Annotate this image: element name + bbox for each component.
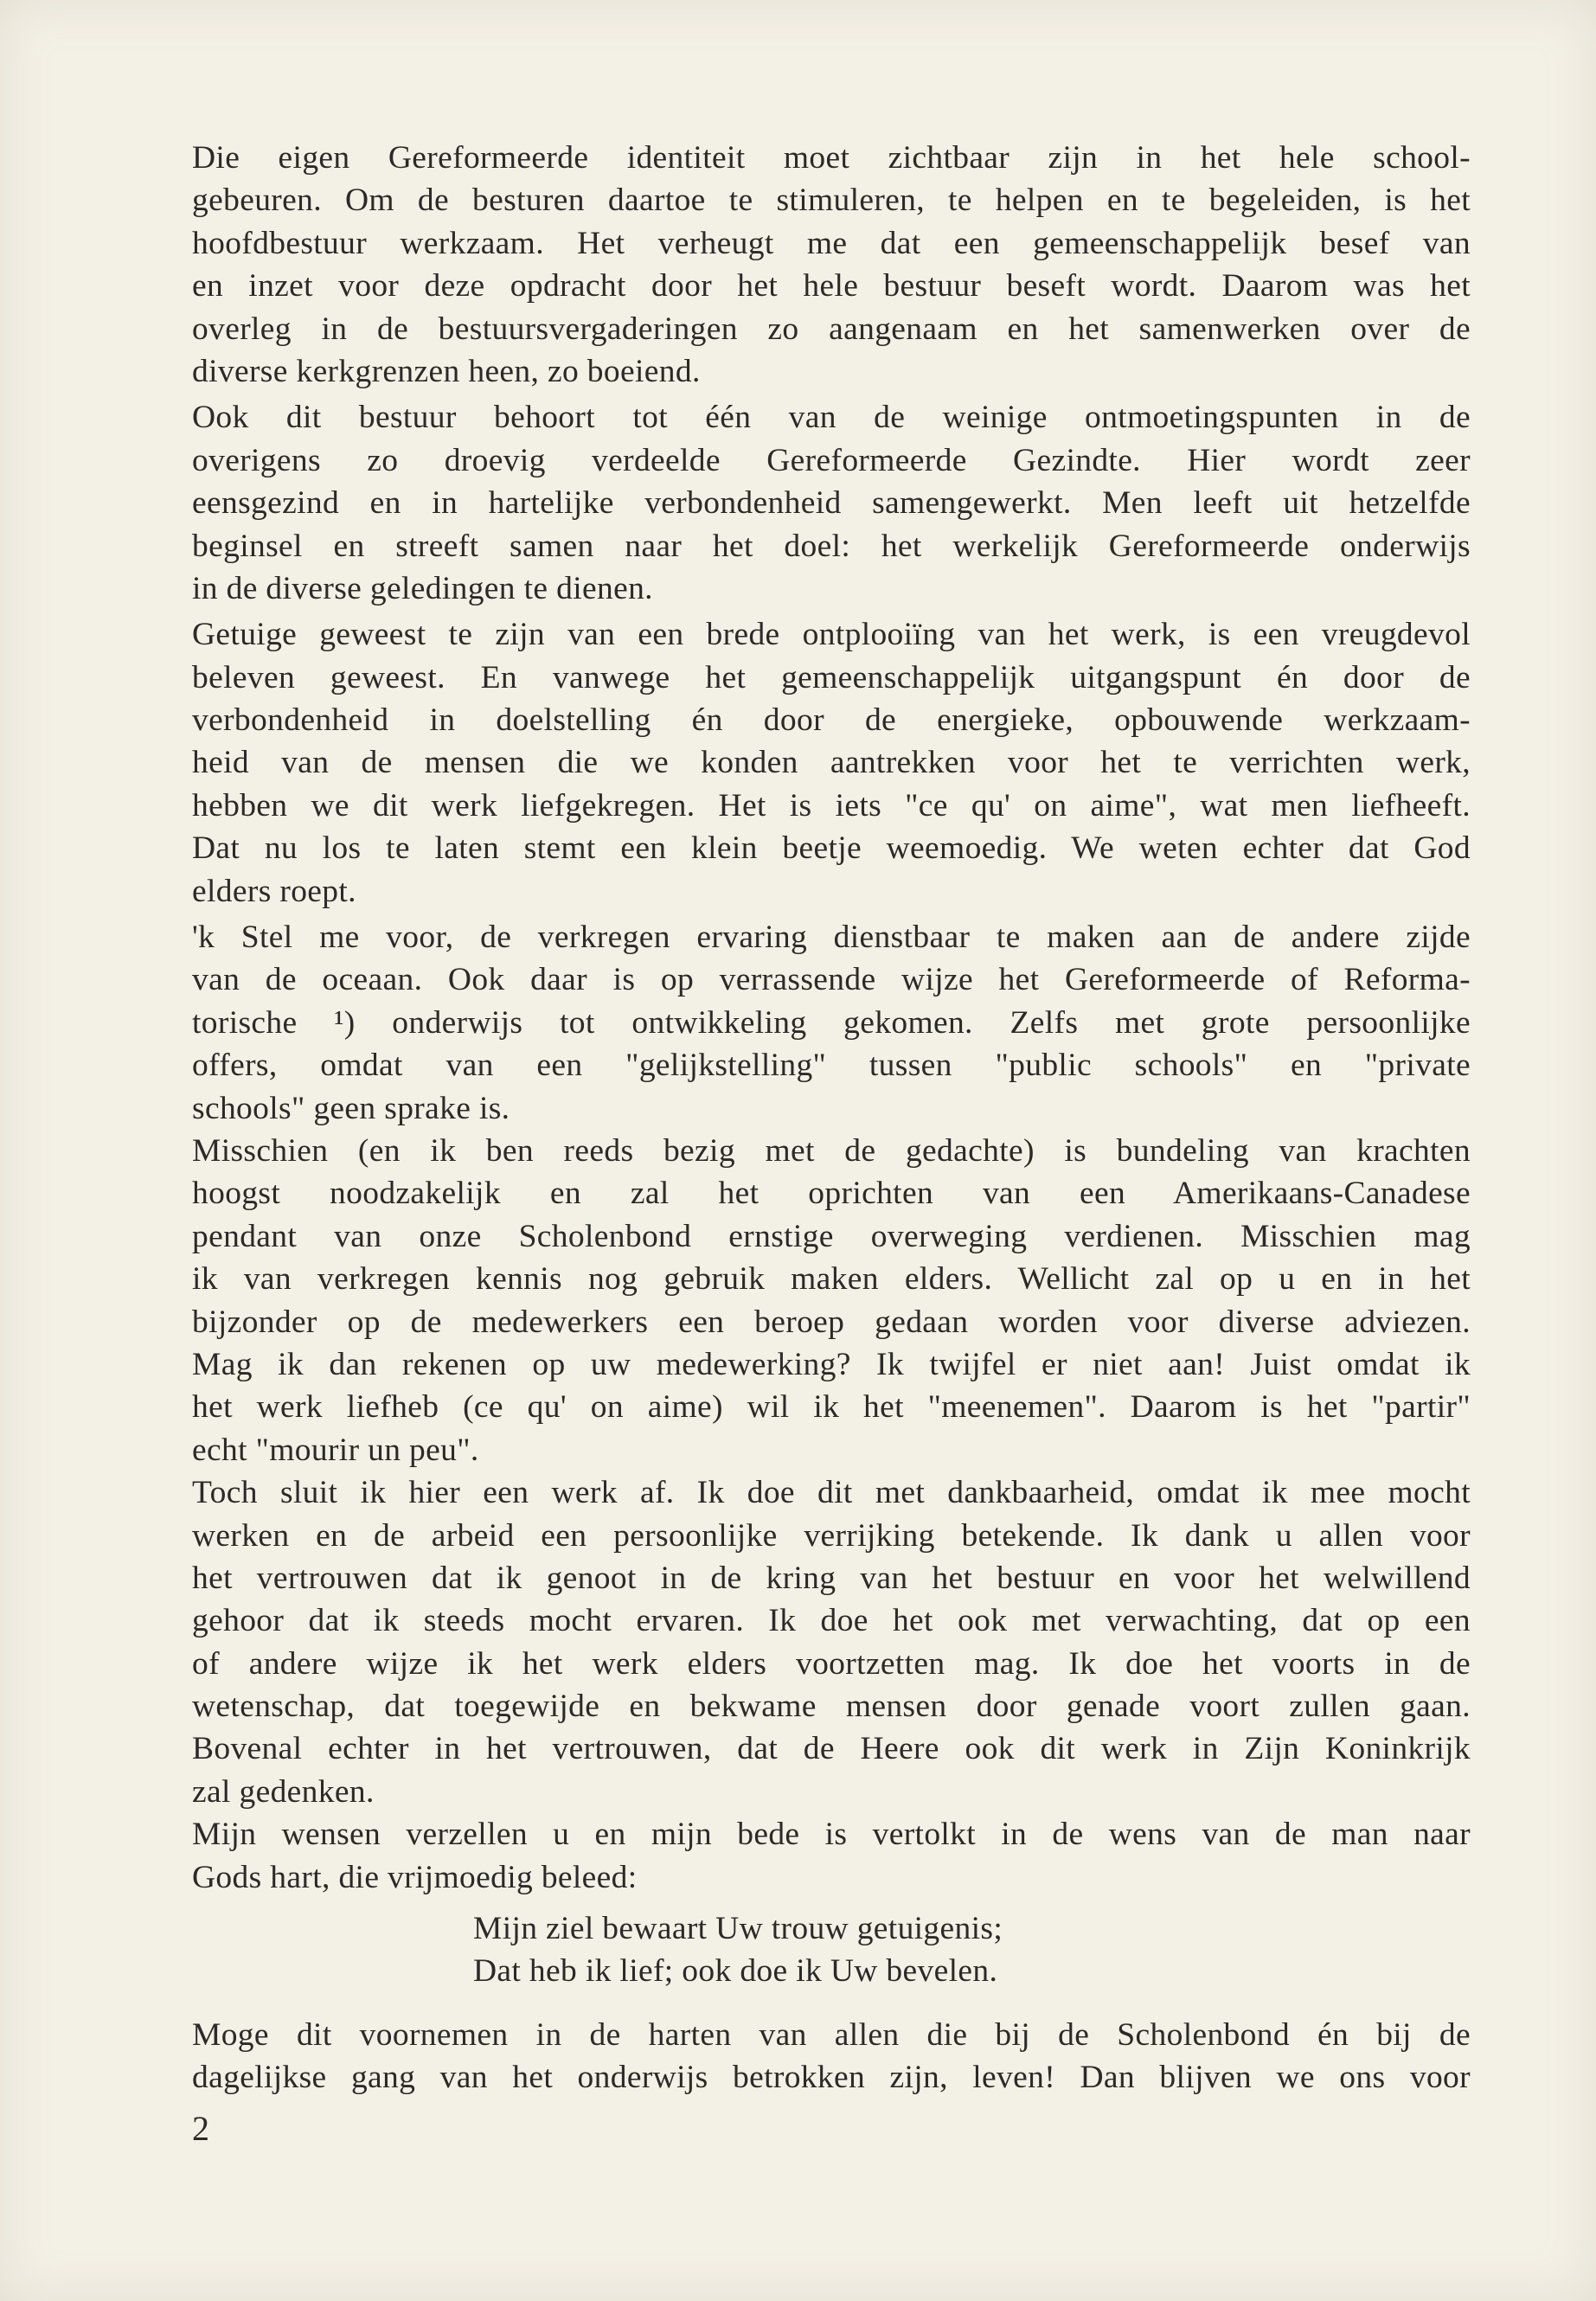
text-line: hoofdbestuur werkzaam. Het verheugt me dat een gemeenschappelijk besef van <box>192 225 1471 261</box>
text-line: Toch sluit ik hier een werk af. Ik doe dit met dankbaarheid, omdat ik mee mocht <box>192 1475 1471 1511</box>
text-line: wetenschap, dat toegewijde en bekwame mensen door genade voort zullen gaan. <box>192 1689 1471 1725</box>
text-line: pendant van onze Scholenbond ernstige overweging verdienen. Misschien mag <box>192 1218 1471 1254</box>
text-line: beleven geweest. En vanwege het gemeenschappelijk uitgangspunt én door de <box>192 659 1471 695</box>
text-line: gebeuren. Om de besturen daartoe te stimuleren, te helpen en te begeleiden, is het <box>192 183 1471 219</box>
text-line: torische ¹) onderwijs tot ontwikkeling gekomen. Zelfs met grote persoonlijke <box>192 1004 1471 1041</box>
text-line: Dat nu los te laten stemt een klein beetje weemoedig. We weten echter dat God <box>192 830 1471 867</box>
text-line: werken en de arbeid een persoonlijke verrijking betekende. Ik dank u allen voor <box>192 1517 1471 1554</box>
text-line: schools" geen sprake is. <box>192 1090 510 1126</box>
paragraph-getuige <box>192 613 1471 913</box>
text-line: Misschien (en ik ben reeds bezig met de gedachte) is bundeling van krachten <box>192 1132 1471 1169</box>
paragraph-oceaan <box>192 916 1471 1130</box>
text-line: overigens zo droevig verdeelde Gereformeerde Gezindte. Hier wordt zeer <box>192 442 1471 478</box>
paragraph-moge <box>192 2014 1471 2099</box>
text-line: en inzet voor deze opdracht door het hele bestuur beseft wordt. Daarom was het <box>192 268 1471 304</box>
text-line: Gods hart, die vrijmoedig beleed: <box>192 1859 638 1895</box>
text-line: gehoor dat ik steeds mocht ervaren. Ik doe het ook met verwachting, dat op een <box>192 1603 1471 1639</box>
text-line: hebben we dit werk liefgekregen. Het is iets "ce qu' on aime", wat men liefheeft. <box>192 787 1471 824</box>
paragraph-identiteit <box>192 137 1471 393</box>
text-line: bijzonder op de medewerkers een beroep gedaan worden voor diverse adviezen. <box>192 1304 1471 1340</box>
text-line: ik van verkregen kennis nog gebruik maken elders. Wellicht zal op u en in het <box>192 1261 1471 1298</box>
text-line: diverse kerkgrenzen heen, zo boeiend. <box>192 353 701 389</box>
text-line: het werk liefheb (ce qu' on aime) wil ik het "meenemen". Daarom is het "partir" <box>192 1389 1471 1426</box>
text-line: Moge dit voornemen in de harten van allen die bij de Scholenbond én bij de <box>192 2016 1471 2053</box>
text-line: van de oceaan. Ook daar is op verrassende wijze het Gereformeerde of Reforma- <box>192 962 1471 998</box>
text-line: Mijn wensen verzellen u en mijn bede is vertolkt in de wens van de man naar <box>192 1817 1471 1853</box>
page-number: 2 <box>192 2109 209 2148</box>
text-line: in de diverse geledingen te dienen. <box>192 570 653 606</box>
paragraph-toch <box>192 1471 1471 1813</box>
body-text <box>192 137 1471 2099</box>
text-line: echt "mourir un peu". <box>192 1432 479 1468</box>
text-line: Mag ik dan rekenen op uw medewerking? Ik twijfel er niet aan! Juist omdat ik <box>192 1346 1471 1382</box>
text-line: zal gedenken. <box>192 1773 375 1810</box>
paragraph-ontmoetingspunten <box>192 396 1471 610</box>
text-line: Bovenal echter in het vertrouwen, dat de Heere ook dit werk in Zijn Koninkrijk <box>192 1731 1471 1767</box>
text-line: offers, omdat van een "gelijkstelling" tussen "public schools" en "private <box>192 1048 1471 1084</box>
paragraph-wensen <box>192 1813 1471 1899</box>
verse-quotation <box>192 1907 1471 1993</box>
text-line: heid van de mensen die we konden aantrekken voor het te verrichten werk, <box>192 745 1471 781</box>
text-line: verbondenheid in doelstelling én door de energieke, opbouwende werkzaam- <box>192 702 1471 739</box>
text-line: beginsel en streeft samen naar het doel: het werkelijk Gereformeerde onderwijs <box>192 528 1471 564</box>
text-line: Die eigen Gereformeerde identiteit moet zichtbaar zijn in het hele school- <box>192 140 1471 176</box>
text-line: overleg in de bestuursvergaderingen zo aangenaam en het samenwerken over de <box>192 311 1471 347</box>
text-line: Getuige geweest te zijn van een brede ontplooiïng van het werk, is een vreugdevol <box>192 617 1471 653</box>
text-line: Ook dit bestuur behoort tot één van de weinige ontmoetingspunten in de <box>192 400 1471 436</box>
verse-line: Mijn ziel bewaart Uw trouw getuigenis; <box>473 1911 1003 1947</box>
paragraph-misschien <box>192 1130 1471 1471</box>
text-line: elders roept. <box>192 873 356 909</box>
text-line: hoogst noodzakelijk en zal het oprichten van een Amerikaans-Canadese <box>192 1176 1471 1212</box>
text-line: 'k Stel me voor, de verkregen ervaring dienstbaar te maken aan de andere zijde <box>192 920 1471 956</box>
text-line: eensgezind en in hartelijke verbondenheid samengewerkt. Men leeft uit hetzelfde <box>192 485 1471 522</box>
verse-line: Dat heb ik lief; ook doe ik Uw bevelen. <box>473 1953 998 1990</box>
text-line: het vertrouwen dat ik genoot in de kring van het bestuur en voor het welwillend <box>192 1560 1471 1596</box>
text-line: dagelijkse gang van het onderwijs betrokken zijn, leven! Dan blijven we ons voor <box>192 2060 1471 2096</box>
text-line: of andere wijze ik het werk elders voortzetten mag. Ik doe het voorts in de <box>192 1645 1471 1682</box>
